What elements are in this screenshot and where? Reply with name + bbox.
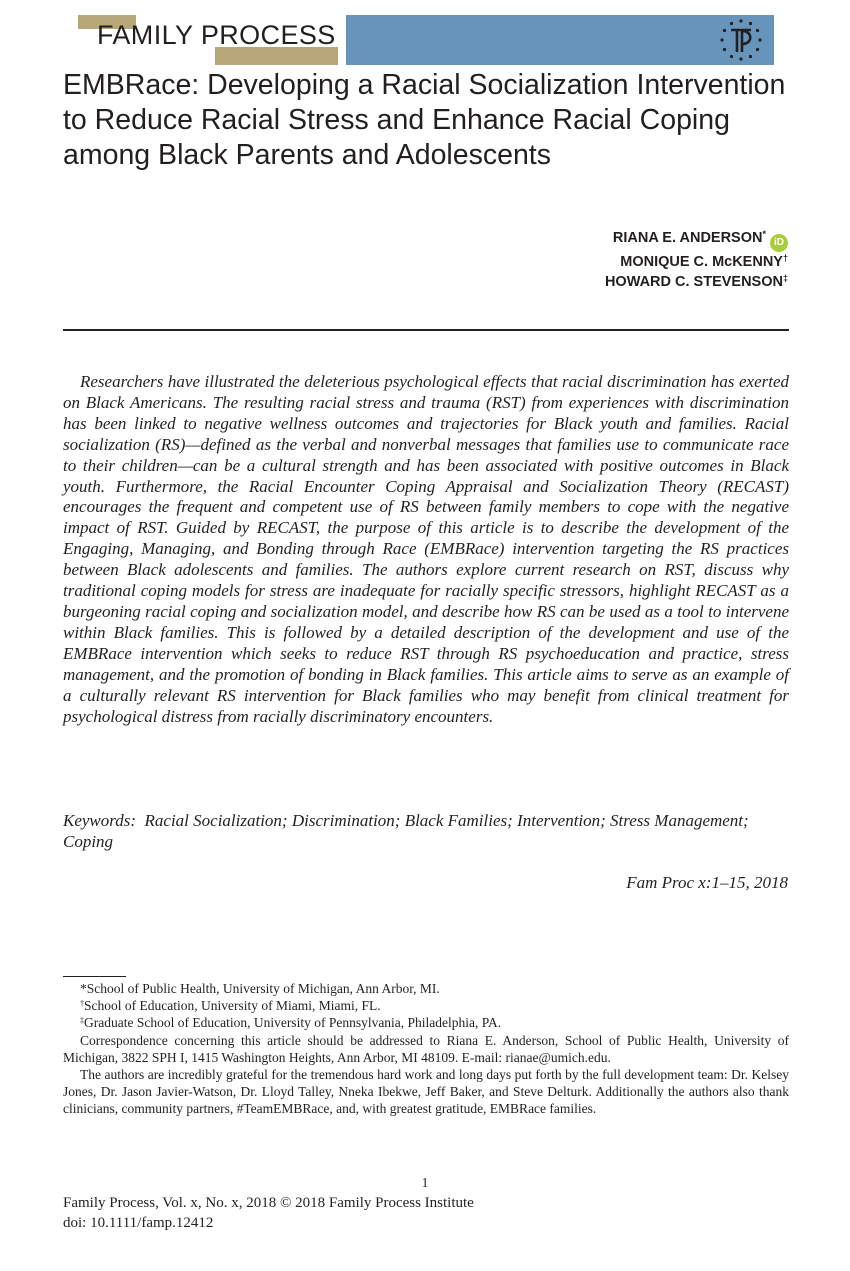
journal-name: FAMILY PROCESS — [97, 20, 336, 50]
short-citation: Fam Proc x:1–15, 2018 — [626, 873, 788, 892]
author-name: RIANA E. ANDERSON — [612, 230, 763, 246]
footnote-text: School of Public Health, University of Michigan, Ann Arbor, MI. — [86, 981, 440, 996]
journal-info — [63, 1193, 474, 1233]
affiliation-footnote — [63, 997, 789, 1014]
abstract-text: Researchers have illustrated the deleterious psychological effects that racial discrimination has exerted on Black Americans. The resulting racial stress and trauma (RST) from experiences with discrimination has been linked to negative wellness outcomes and trajectories for Black youth and families. Racial socialization (RS)—defined as the verbal and nonverbal messages that families use to communicate race to their children—can be a cultural strength and has been associated with positive outcomes in Black youth. Furthermore, the Racial Encounter Coping Appraisal and Socialization Theory (RECAST) encourages the frequent and competent use of RS between family members to cope with the negative impact of RST. Guided by RECAST, the purpose of this article is to describe the development of the Engaging, Managing, and Bonding through Race (EMBRace) intervention targeting the RS practices between Black adolescents and families. The authors explore current research on RST, discuss why traditional coping models for stress are inadequate for racially specific stressors, highlight RECAST as a burgeoning racial coping and socialization model, and describe how RS can be used as a tool to intervene within Black families. This is followed by a detailed description of the development and use of the EMBRace intervention which seeks to reduce RST through RS psychoeducation and practice, stress management, and the promotion of bonding in Black families. This article aims to serve as an example of a culturally relevant RS intervention for Black families who may benefit from clinical treatment for psychological distress from racially discriminatory encounters. — [63, 372, 789, 726]
footnote-divider — [63, 976, 126, 977]
author-affiliation-mark: * — [762, 229, 766, 239]
acknowledgment-footnote: The authors are incredibly grateful for the tremendous hard work and long days put forth by the full development team: Dr. Kelsey Jones, Dr. Jason Javier-Watson, Dr. Lloyd Talley, Nneka Ibekwe, Jeff Baker, and Steve Delturk. Additionally the authors also thank clinicians, community partners, #TeamEMBRace, and, with greatest gratitude, EMBRace families. — [63, 1067, 789, 1117]
page-number: 1 — [421, 1175, 429, 1190]
doi-link[interactable]: doi: 10.1111/famp.12412 — [63, 1215, 214, 1231]
orcid-icon[interactable]: iD — [770, 234, 788, 252]
header-blue-banner — [346, 15, 774, 65]
author-line — [605, 272, 788, 292]
correspondence-footnote: Correspondence concerning this article should be addressed to Riana E. Anderson, School of Public Health, University of Michigan, 3822 SPH I, 1415 Washington Heights, Ann Arbor, MI 48109. E-mail: rianae@umich.edu. — [63, 1032, 789, 1065]
article-title: EMBRace: Developing a Racial Socialization Intervention to Reduce Racial Stress and Enhance Racial Coping among Black Parents and Adolescents — [63, 69, 786, 171]
author-affiliation-mark: † — [782, 253, 788, 263]
footnote-mark: † — [80, 999, 84, 1009]
footnote-mark: * — [80, 981, 87, 996]
family-process-fp-logo-icon — [718, 17, 764, 63]
author-line — [605, 228, 788, 252]
keywords-label: Keywords: — [63, 811, 137, 830]
footnote-text: Graduate School of Education, University of Pennsylvania, Philadelphia, PA. — [84, 1015, 502, 1031]
keywords-text: Racial Socialization; Discrimination; Black Families; Intervention; Stress Management; Coping — [63, 811, 749, 851]
footnotes — [63, 980, 789, 1118]
author-name: HOWARD C. STEVENSON — [604, 274, 783, 290]
author-line — [605, 252, 788, 272]
journal-volume-line: Family Process, Vol. x, No. x, 2018 © 2018 Family Process Institute — [63, 1195, 474, 1211]
affiliation-footnote — [63, 980, 789, 997]
author-list — [605, 228, 788, 292]
keywords — [63, 810, 789, 852]
affiliation-footnote — [63, 1014, 789, 1031]
title-divider — [63, 329, 789, 331]
footnote-text: School of Education, University of Miami, Miami, FL. — [84, 998, 381, 1014]
author-affiliation-mark: ‡ — [782, 273, 788, 283]
footnote-mark: ‡ — [80, 1016, 84, 1026]
author-name: MONIQUE C. McKENNY — [620, 254, 783, 270]
